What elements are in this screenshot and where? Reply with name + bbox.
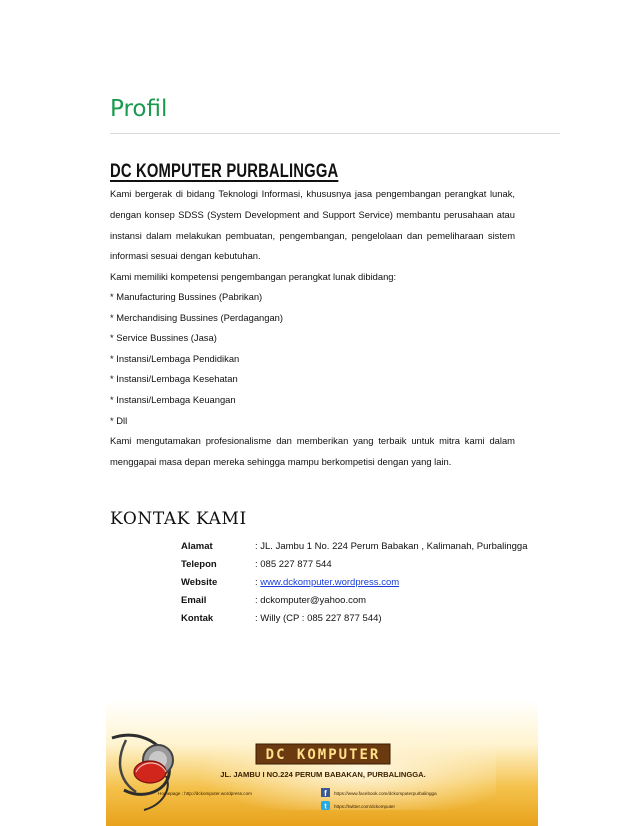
website-prefix: : <box>255 577 261 588</box>
competence-item: * Manufacturing Bussines (Pabrikan) <box>110 291 263 302</box>
logo-text: DC KOMPUTER <box>265 747 381 763</box>
divider <box>110 133 560 134</box>
company-banner <box>106 700 538 826</box>
contact-label-email: Email <box>181 595 207 606</box>
closing-line-2: menggapai masa depan mereka sehingga mampu berkompetisi dengan yang lain. <box>110 456 452 467</box>
closing-line-1: Kami mengutamakan profesionalisme dan memberikan yang terbaik untuk mitra kami dalam <box>110 435 515 446</box>
contact-title: KONTAK KAMI <box>110 509 247 529</box>
competence-item: * Merchandising Bussines (Perdagangan) <box>110 312 284 323</box>
about-line-3: instansi dalam melakukan pembuatan, pengembangan, pengelolaan dan pemeliharaan sistem <box>110 230 515 241</box>
website-link[interactable]: www.dckomputer.wordpress.com <box>260 577 400 588</box>
contact-label-contact: Kontak <box>181 613 214 624</box>
banner-twitter: https://twitter.com/dckomputer <box>334 804 396 809</box>
competence-item: * Service Bussines (Jasa) <box>110 332 217 343</box>
dc-komputer-logo <box>256 744 390 764</box>
contact-label-website: Website <box>181 577 218 588</box>
contact-value-address: : JL. Jambu 1 No. 224 Perum Babakan , Kalimanah, Purbalingga <box>255 541 528 552</box>
contact-value-contact: : Willy (CP : 085 227 877 544) <box>255 613 382 624</box>
banner-address: JL. JAMBU I NO.224 PERUM BABAKAN, PURBALINGGA. <box>220 770 426 779</box>
banner-homepage: Homepage : http://dckomputer.wordpress.com <box>158 791 252 796</box>
contact-value-website <box>255 577 399 588</box>
contact-value-email: : dckomputer@yahoo.com <box>255 595 367 606</box>
competence-intro: Kami memiliki kompetensi pengembangan perangkat lunak dibidang: <box>110 271 397 282</box>
contact-value-phone: : 085 227 877 544 <box>255 559 332 570</box>
page-title: Profil <box>110 96 168 122</box>
banner-facebook: https://www.facebook.com/dckomputerpurbalingga <box>334 791 437 796</box>
contact-label-address: Alamat <box>181 541 213 552</box>
about-line-4: informasi sesuai dengan kebutuhan. <box>110 250 261 261</box>
competence-item: * Instansi/Lembaga Kesehatan <box>110 373 238 384</box>
company-name: DC KOMPUTER PURBALINGGA <box>110 161 339 182</box>
competence-item: * Instansi/Lembaga Pendidikan <box>110 353 240 364</box>
competence-item: * Instansi/Lembaga Keuangan <box>110 394 236 405</box>
contact-label-phone: Telepon <box>181 559 217 570</box>
about-line-1: Kami bergerak di bidang Teknologi Informasi, khususnya jasa pengembangan perangkat lunak, <box>110 188 515 199</box>
svg-text:t: t <box>324 803 327 811</box>
competence-item: * Dll <box>110 415 128 426</box>
about-line-2: dengan konsep SDSS (System Development and Support Service) membantu perusahaan atau <box>110 209 515 220</box>
svg-text:f: f <box>324 789 327 798</box>
